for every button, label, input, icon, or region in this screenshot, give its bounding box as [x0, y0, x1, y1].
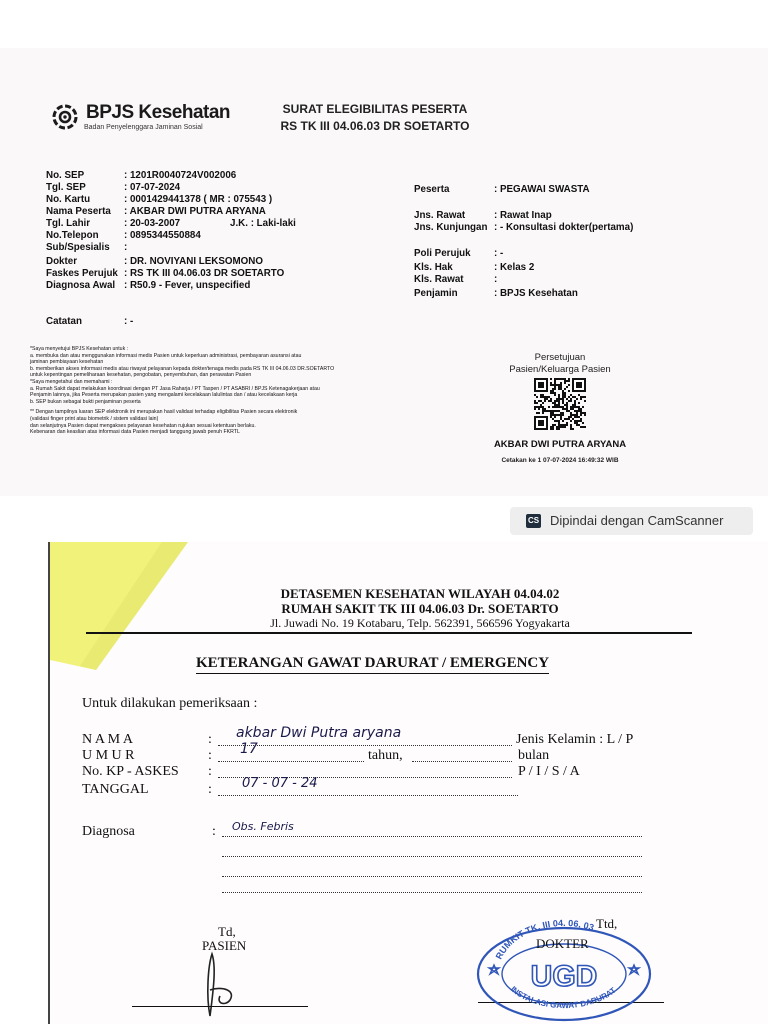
consent-note-line: ** Dengan tampilnya luaran SEP elektronik ini merupakan hasil validasi terhadap eligibilitas Pasien secara elektronik	[30, 409, 298, 416]
diagnosa-label: Diagnosa	[82, 824, 135, 839]
field-jns-rawat-value: : Rawat Inap	[494, 210, 552, 221]
tahun-label: tahun,	[368, 748, 403, 763]
document-title	[260, 101, 490, 135]
patient-td-label: Td,	[218, 924, 236, 939]
ugd-stamp	[476, 912, 652, 1022]
approval-line1: Persetujuan	[534, 352, 586, 363]
field-tgl-lahir: Tgl. Lahir	[46, 218, 91, 229]
field-nama-peserta-value: : AKBAR DWI PUTRA ARYANA	[124, 206, 266, 217]
field-jns-kunjungan-value: : - Konsultasi dokter(pertama)	[494, 222, 634, 233]
hospital-header-line1: DETASEMEN KESEHATAN WILAYAH 04.04.02	[280, 586, 560, 601]
consent-note-line: a. membuka dan atau menggunakan informasi medis Pasien untuk keperluan administrasi, pembayaran asuransi atau	[30, 352, 302, 359]
nama-dotted-line	[218, 745, 512, 746]
consent-note-line: b. SEP bukan sebagai bukti penjaminan peserta	[30, 398, 141, 405]
consent-note-line: untuk kepentingan pemeliharaan kesehatan, pengobatan, penyembuhan, dan perawatan Pasien	[30, 372, 252, 379]
nama-handwritten: akbar Dwi Putra aryana	[236, 725, 402, 741]
bulan-dotted-line	[412, 761, 512, 762]
nama-label: N A M A	[82, 732, 133, 747]
emergency-note-document	[48, 542, 768, 1024]
umur-handwritten: 17	[240, 741, 258, 757]
stamp-top-text: RUMKIT TK. III 04. 06. 03	[493, 917, 596, 961]
field-kls-hak: Kls. Hak	[414, 262, 453, 273]
patient-label: PASIEN	[202, 938, 247, 953]
field-no-kartu-value: : 0001429441378 ( MR : 075543 )	[124, 194, 273, 205]
field-kls-rawat-value: :	[494, 274, 498, 285]
bpjs-logo-subtitle: Badan Penyelenggara Jaminan Sosial	[84, 124, 203, 131]
umur-colon: :	[208, 748, 212, 763]
field-tgl-lahir-value: : 20-03-2007	[124, 218, 181, 229]
pisa-options: P / I / S / A	[518, 764, 580, 779]
field-kls-hak-value: : Kelas 2	[494, 262, 535, 273]
consent-note-line: *Saya menyetujui BPJS Kesehatan untuk :	[30, 346, 129, 352]
patient-signature-line	[132, 1006, 308, 1007]
field-jenis-kelamin: J.K. : Laki-laki	[230, 218, 296, 229]
tanggal-handwritten: 07 - 07 - 24	[242, 776, 318, 791]
field-no-telepon: No.Telepon	[46, 230, 99, 241]
field-kls-rawat: Kls. Rawat	[414, 274, 464, 285]
hospital-address: Jl. Juwadi No. 19 Kotabaru, Telp. 562391, 566596 Yogyakarta	[270, 616, 570, 630]
field-tgl-sep-value: : 07-07-2024	[124, 182, 181, 193]
stamp-bottom-text: INSTALASI GAWAT DARURAT	[508, 984, 618, 1011]
hospital-header-line2: RUMAH SAKIT TK III 04.06.03 Dr. SOETARTO	[281, 601, 559, 616]
bpjs-logo-name: BPJS Kesehatan	[86, 102, 231, 123]
field-nama-peserta: Nama Peserta	[46, 206, 111, 217]
field-sub-spesialis-value: :	[124, 242, 128, 253]
tanggal-colon: :	[208, 782, 212, 797]
field-sub-spesialis: Sub/Spesialis	[46, 242, 110, 253]
consent-note-line: a. Rumah Sakit dapat melakukan koordinasi dengan PT Jasa Raharja / PT Taspen / PT ASABRI / BPJS Ketenagakerjaan atau	[30, 385, 320, 392]
camscanner-watermark	[510, 507, 753, 535]
diagnosa-colon: :	[212, 824, 216, 839]
diagnosa-dotted-line	[222, 856, 642, 857]
signatory-name: AKBAR DWI PUTRA ARYANA	[493, 439, 627, 450]
document-title-line1: SURAT ELEGIBILITAS PESERTA	[282, 102, 468, 116]
field-dokter: Dokter	[46, 256, 78, 267]
jenis-kelamin-label: Jenis Kelamin : L / P	[516, 732, 634, 747]
bulan-label: bulan	[518, 748, 550, 763]
field-catatan: Catatan	[46, 316, 82, 327]
kp-askes-label: No. KP - ASKES	[82, 764, 179, 779]
camscanner-icon: CS	[526, 514, 541, 528]
diagnosa-dotted-line	[222, 876, 642, 877]
bpjs-eligibility-document	[0, 48, 768, 496]
umur-label: U M U R	[82, 748, 135, 763]
consent-note-line: Kebenaran dan keaslian atas informasi data Pasien menjadi tanggung jawab penuh FKRTL	[30, 429, 240, 436]
doctor-label: DOKTER	[536, 936, 589, 951]
approval-line2: Pasien/Keluarga Pasien	[509, 364, 611, 375]
field-faskes-perujuk-value: : RS TK III 04.06.03 DR SOETARTO	[124, 268, 285, 279]
diagnosa-handwritten: Obs. Febris	[232, 820, 294, 833]
field-penjamin: Penjamin	[414, 288, 458, 299]
nama-colon: :	[208, 732, 212, 747]
consent-notes	[30, 346, 334, 436]
consent-note-line: *Saya mengetahui dan memahami :	[30, 378, 113, 385]
field-peserta: Peserta	[414, 184, 450, 195]
sticky-note-corner	[50, 542, 210, 672]
field-no-sep: No. SEP	[46, 170, 85, 181]
form-intro: Untuk dilakukan pemeriksaan :	[82, 696, 258, 711]
tanggal-dotted-line	[218, 795, 518, 796]
bpjs-logo-icon	[52, 104, 78, 130]
approval-caption	[490, 352, 630, 376]
tanggal-label: TANGGAL	[82, 782, 149, 797]
diagnosa-dotted-line	[222, 836, 642, 837]
document-title-line2: RS TK III 04.06.03 DR SOETARTO	[280, 119, 470, 133]
field-penjamin-value: : BPJS Kesehatan	[494, 288, 578, 299]
umur-dotted-line	[218, 761, 364, 762]
field-jns-kunjungan: Jns. Kunjungan	[414, 222, 488, 233]
field-catatan-value: : -	[124, 316, 134, 327]
consent-note-line: dan selanjutnya Pasien dapat mengakses pelayanan kesehatan rujukan sesuai ketentuan berlaku.	[30, 422, 256, 429]
field-poli-perujuk: Poli Perujuk	[414, 248, 471, 259]
field-faskes-perujuk: Faskes Perujuk	[46, 268, 118, 279]
print-info: Cetakan ke 1 07-07-2024 16:49:32 WIB	[501, 457, 619, 464]
consent-note-line: jaminan pembiayaan kesehatan	[30, 359, 104, 366]
header-divider	[86, 632, 692, 634]
doctor-td-label: Ttd,	[596, 916, 618, 931]
qr-code	[534, 378, 586, 430]
field-dokter-value: : DR. NOVIYANI LEKSOMONO	[124, 256, 263, 267]
field-tgl-sep: Tgl. SEP	[46, 182, 86, 193]
form-title: KETERANGAN GAWAT DARURAT / EMERGENCY	[196, 655, 549, 674]
camscanner-text: Dipindai dengan CamScanner	[550, 513, 724, 528]
field-jns-rawat: Jns. Rawat	[414, 210, 466, 221]
field-diagnosa-awal-value: : R50.9 - Fever, unspecified	[124, 280, 251, 291]
field-no-telepon-value: : 0895344550884	[124, 230, 201, 241]
consent-note-line: Penjamin lainnya, jika Peserta merupakan pasien yang mengalami kecelakaan lalulintas dan / atau kecelakaan kerja	[30, 392, 298, 399]
patient-signature	[196, 946, 256, 1020]
consent-note-line: b. memberikan akses informasi medis atau riwayat pelayanan kepada dokter/tenaga medis pada RS TK III 04.06.03 DR.SOETARTO	[30, 365, 335, 372]
kp-askes-colon: :	[208, 764, 212, 779]
field-no-kartu: No. Kartu	[46, 194, 91, 205]
consent-note-line: (validasi finger print atau biometrik / sistem validasi lain)	[30, 415, 159, 422]
stamp-center-text: UGD	[530, 960, 598, 993]
diagnosa-dotted-line	[222, 892, 642, 893]
field-poli-perujuk-value: : -	[494, 248, 504, 259]
field-no-sep-value: : 1201R0040724V002006	[124, 170, 237, 181]
field-peserta-value: : PEGAWAI SWASTA	[494, 184, 590, 195]
field-diagnosa-awal: Diagnosa Awal	[46, 280, 116, 291]
